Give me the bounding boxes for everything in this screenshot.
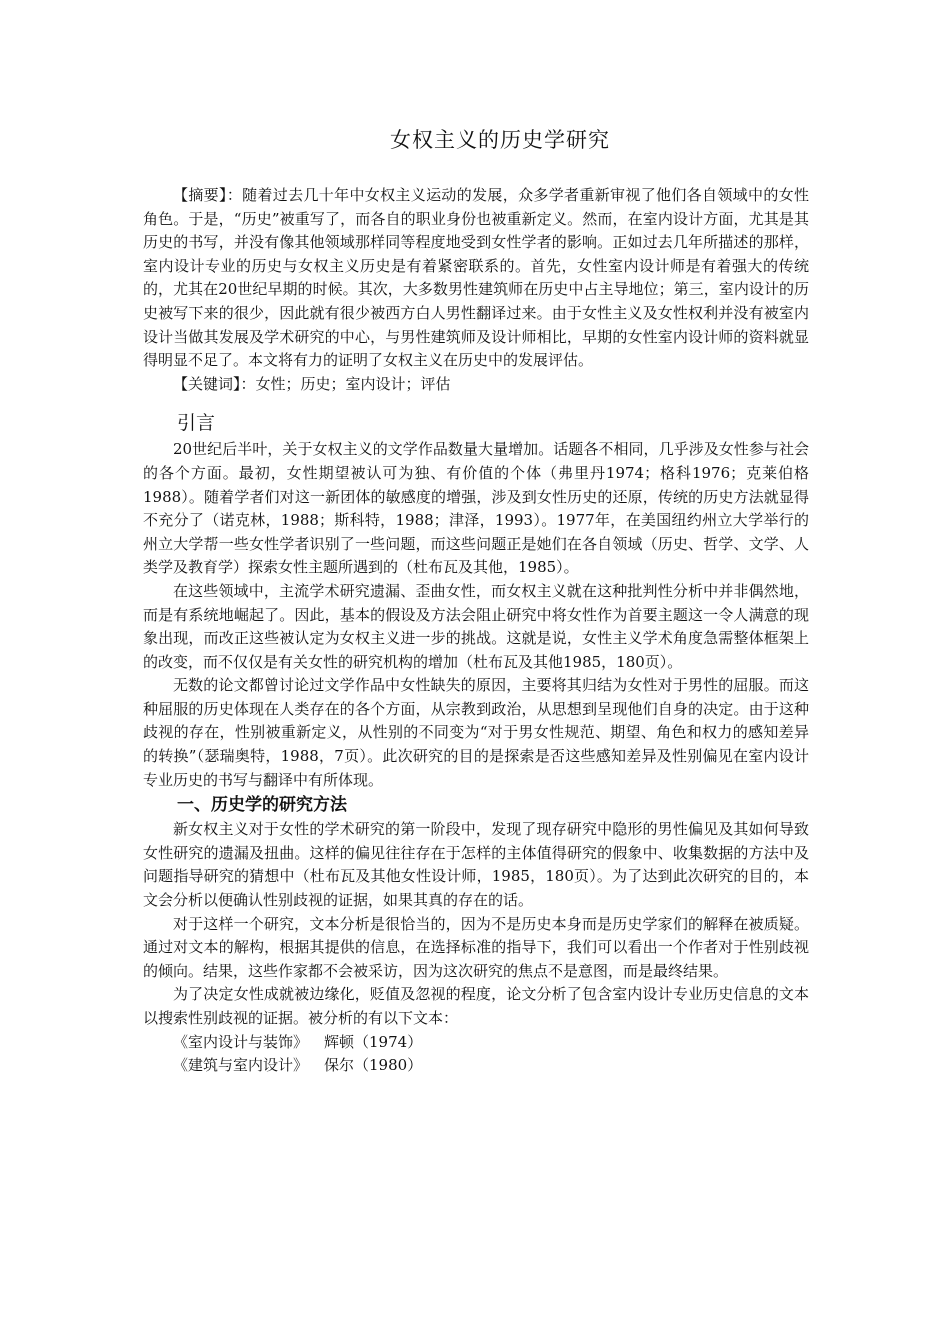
section1-paragraph-3: 为了决定女性成就被边缘化，贬值及忽视的程度，论文分析了包含室内设计专业历史信息的文本以搜索性别歧视的证据。被分析的有以下文本： — [143, 985, 809, 1027]
document-body — [143, 184, 809, 1078]
list-item — [143, 1054, 809, 1078]
text-author: 辉顿（1974） — [324, 1032, 423, 1051]
intro-paragraph-2: 在这些领域中，主流学术研究遗漏、歪曲女性，而女权主义就在这种批判性分析中并非偶然地，而是有系统地崛起了。因此，基本的假设及方法会阻止研究中将女性作为首要主题这一令人满意的现象出现，而改正这些被认定为女权主义进一步的挑战。这就是说，女性主义学术角度急需整体框架上的改变，而不仅仅是有关女性的研究机构的增加（杜布瓦及其他1985，180页）。 — [143, 581, 809, 671]
abstract-paragraph: 【摘要】：随着过去几十年中女权主义运动的发展，众多学者重新审视了他们各自领域中的女性角色。于是，“历史”被重写了，而各自的职业身份也被重新定义。然而，在室内设计方面，尤其是其历史的书写，并没有像其他领域那样同等程度地受到女性学者的影响。正如过去几年所描述的那样，室内设计专业的历史与女权主义历史是有着紧密联系的。首先，女性室内设计师是有着强大的传统的，尤其在20世纪早期的时候。其次，大多数男性建筑师在历史中占主导地位；第三，室内设计的历史被写下来的很少，因此就有很少被西方白人男性翻译过来。由于女性主义及女性权利并没有被室内设计当做其发展及学术研究的中心，与男性建筑师及设计师相比，早期的女性室内设计师的资料就显得明显不足了。本文将有力的证明了女权主义在历史中的发展评估。 — [143, 186, 809, 370]
analyzed-texts-list — [143, 1031, 809, 1078]
keywords-line: 【关键词】：女性；历史；室内设计；评估 — [173, 374, 451, 393]
section1-paragraph-1: 新女权主义对于女性的学术研究的第一阶段中，发现了现存研究中隐形的男性偏见及其如何导致女性研究的遗漏及扭曲。这样的偏见往往存在于怎样的主体值得研究的假象中、收集数据的方法中及问题指导研究的猜想中（杜布瓦及其他女性设计师，1985，180页）。为了达到此次研究的目的，本文会分析以便确认性别歧视的证据，如果其真的存在的话。 — [143, 820, 809, 910]
intro-paragraph-1: 20世纪后半叶，关于女权主义的文学作品数量大量增加。话题各不相同，几乎涉及女性参与社会的各个方面。最初，女性期望被认可为独、有价值的个体（弗里丹1974；格科1976；克莱伯格1988）。随着学者们对这一新团体的敏感度的增强，涉及到女性历史的还原，传统的历史方法就显得不充分了（诺克林，1988；斯科特，1988；津泽，1993）。1977年，在美国纽约州立大学举行的州立大学帮一些女性学者识别了一些问题，而这些问题正是她们在各自领域（历史、哲学、文学、人类学及教育学）探索女性主题所遇到的（杜布瓦及其他，1985）。 — [143, 440, 809, 577]
list-item — [143, 1031, 809, 1055]
text-title: 《室内设计与装饰》 — [173, 1032, 309, 1051]
text-title: 《建筑与室内设计》 — [173, 1056, 309, 1075]
intro-heading: 引言 — [177, 412, 216, 435]
section1-paragraph-2: 对于这样一个研究，文本分析是很恰当的，因为不是历史本身而是历史学家们的解释在被质疑。通过对文本的解构，根据其提供的信息，在选择标准的指导下，我们可以看出一个作者对于性别歧视的倾向。结果，这些作家都不会被采访，因为这次研究的焦点不是意图，而是最终结果。 — [143, 914, 809, 980]
text-author: 保尔（1980） — [324, 1056, 423, 1075]
intro-paragraph-3: 无数的论文都曾讨论过文学作品中女性缺失的原因，主要将其归结为女性对于男性的屈服。而这种屈服的历史体现在人类存在的各个方面，从宗教到政治，从思想到呈现他们自身的决定。由于这种歧视的存在，性别被重新定义，从性别的不同变为“对于男女性规范、期望、角色和权力的感知差异的转换”（瑟瑞奥特，1988，7页）。此次研究的目的是探索是否这些感知差异及性别偏见在室内设计专业历史的书写与翻译中有所体现。 — [143, 676, 809, 789]
page-title: 女权主义的历史学研究 — [390, 128, 610, 152]
section1-heading: 一、历史学的研究方法 — [177, 795, 347, 816]
